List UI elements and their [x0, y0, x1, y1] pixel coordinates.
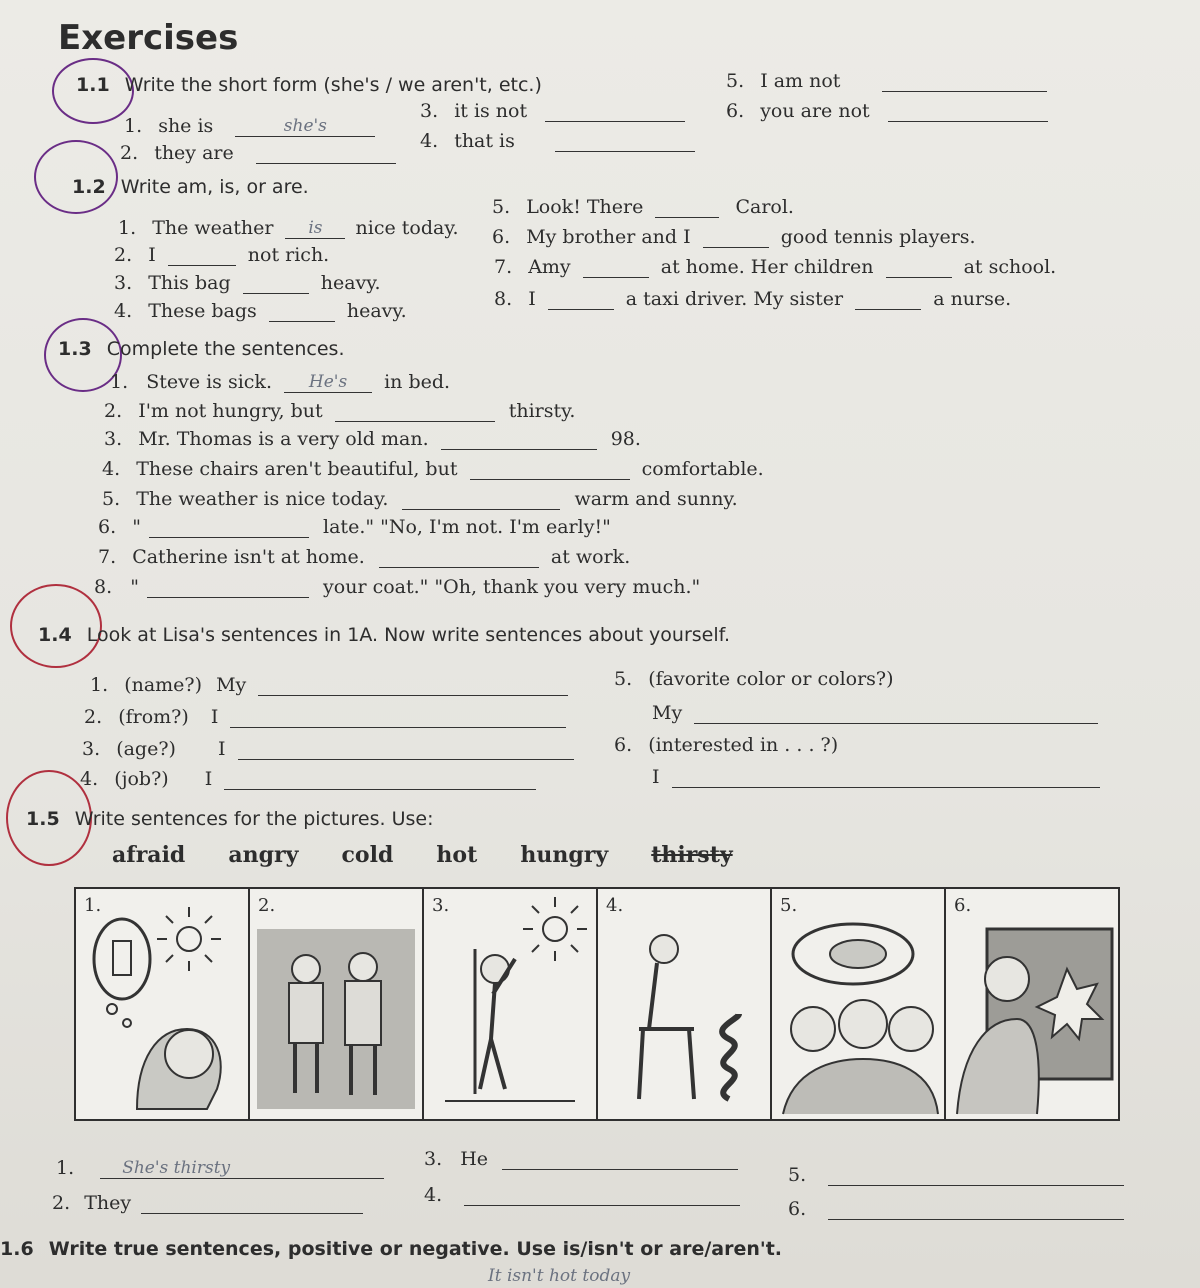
- word-angry: angry: [228, 842, 299, 868]
- word-thirsty-crossed: thirsty: [651, 842, 733, 868]
- ex-1-5-answer-2: 2. They: [52, 1192, 363, 1214]
- hungry-people-drawing: [772, 889, 944, 1119]
- answer-blank[interactable]: [886, 277, 952, 278]
- answer-blank[interactable]: [828, 1185, 1124, 1186]
- answer-blank[interactable]: [545, 121, 685, 122]
- answer-blank[interactable]: [470, 479, 630, 480]
- ex-1-4-item-5: 5. (favorite color or colors?): [614, 668, 894, 690]
- cold-couple-drawing: [250, 889, 422, 1119]
- ex-1-2-item-7: 7. Amy at home. Her children at school.: [494, 256, 1057, 278]
- ex-1-5-answer-4: 4.: [424, 1184, 740, 1206]
- ex-1-1-item-1: 1. she is she's: [124, 114, 375, 137]
- section-number: 1.1: [76, 74, 110, 96]
- ex-1-4-item-6-answer: I: [652, 766, 1100, 788]
- answer-blank[interactable]: He's: [284, 370, 372, 393]
- ex-1-5-answer-5: 5.: [788, 1164, 1124, 1186]
- ex-1-5-answer-6: 6.: [788, 1198, 1124, 1220]
- answer-blank[interactable]: [441, 449, 597, 450]
- picture-5-hungry: 5.: [772, 889, 946, 1119]
- answer-blank[interactable]: [147, 597, 309, 598]
- page-title: Exercises: [58, 18, 239, 58]
- ex-1-3-item-4: 4. These chairs aren't beautiful, but comfortable.: [102, 458, 764, 480]
- ex-1-4-item-6: 6. (interested in . . . ?): [614, 734, 839, 756]
- afraid-man-snake-drawing: [598, 889, 770, 1119]
- answer-blank[interactable]: [243, 293, 309, 294]
- ex-1-2-item-1: 1. The weather is nice today.: [118, 217, 459, 239]
- word-hot: hot: [436, 842, 478, 868]
- answer-blank[interactable]: [694, 723, 1098, 724]
- ex-1-5-answer-3: 3. He: [424, 1148, 738, 1170]
- ex-1-3-item-3: 3. Mr. Thomas is a very old man. 98.: [104, 428, 641, 450]
- ex-1-1-item-3: 3. it is not: [420, 100, 685, 122]
- ex-1-1-item-4: 4. that is: [420, 130, 695, 152]
- section-1-4-header: 1.4 Look at Lisa's sentences in 1A. Now write sentences about yourself.: [38, 624, 730, 646]
- answer-blank[interactable]: [703, 247, 769, 248]
- ex-1-4-item-5-answer: My: [652, 702, 1098, 724]
- answer-blank[interactable]: she's: [235, 114, 375, 137]
- ex-1-4-item-1: 1. (name?) My: [90, 674, 568, 696]
- ex-1-1-item-2: 2. they are: [120, 142, 396, 164]
- ex-1-1-item-6: 6. you are not: [726, 100, 1048, 122]
- word-box: [112, 842, 771, 868]
- answer-blank[interactable]: [655, 217, 719, 218]
- answer-blank[interactable]: [828, 1219, 1124, 1220]
- ex-1-2-item-8: 8. I a taxi driver. My sister a nurse.: [494, 288, 1012, 310]
- ex-1-5-answer-1: 1. She's thirsty: [56, 1156, 384, 1179]
- answer-blank[interactable]: [583, 277, 649, 278]
- word-hungry: hungry: [520, 842, 609, 868]
- thirsty-woman-drawing: [76, 889, 248, 1119]
- answer-blank[interactable]: [379, 567, 539, 568]
- ex-1-4-item-2: 2. (from?) I: [84, 706, 566, 728]
- answer-blank[interactable]: [256, 163, 396, 164]
- ex-1-3-item-5: 5. The weather is nice today. warm and sunny.: [102, 488, 738, 510]
- hot-man-drawing: [424, 889, 596, 1119]
- ex-1-2-item-6: 6. My brother and I good tennis players.: [492, 226, 976, 248]
- ex-1-3-item-7: 7. Catherine isn't at home. at work.: [98, 546, 631, 568]
- answer-blank[interactable]: [555, 151, 695, 152]
- ex-1-2-item-3: 3. This bag heavy.: [114, 272, 381, 294]
- answer-blank[interactable]: She's thirsty: [100, 1156, 384, 1179]
- answer-blank[interactable]: [502, 1169, 738, 1170]
- picture-6-angry: 6.: [946, 889, 1118, 1119]
- section-1-2-header: 1.2 Write am, is, or are.: [72, 176, 309, 198]
- ex-1-3-item-8: 8. " your coat." "Oh, thank you very much.": [94, 576, 701, 598]
- section-instruction: Write the short form (she's / we aren't, etc.): [124, 74, 542, 96]
- picture-3-hot: 3.: [424, 889, 598, 1119]
- picture-1-thirsty: 1.: [76, 889, 250, 1119]
- answer-blank[interactable]: [224, 789, 536, 790]
- picture-4-afraid: 4.: [598, 889, 772, 1119]
- answer-blank[interactable]: [464, 1205, 740, 1206]
- answer-blank[interactable]: [882, 91, 1047, 92]
- picture-strip: [74, 887, 1120, 1121]
- answer-blank[interactable]: [888, 121, 1048, 122]
- word-cold: cold: [341, 842, 394, 868]
- ex-1-4-item-4: 4. (job?) I: [80, 768, 536, 790]
- word-afraid: afraid: [112, 842, 186, 868]
- answer-blank[interactable]: is: [285, 216, 345, 239]
- picture-2-cold: 2.: [250, 889, 424, 1119]
- answer-blank[interactable]: [258, 695, 568, 696]
- ex-1-3-item-1: 1. Steve is sick. He's in bed.: [110, 371, 451, 393]
- answer-blank[interactable]: [168, 265, 236, 266]
- answer-blank[interactable]: [141, 1213, 363, 1214]
- answer-blank[interactable]: [402, 509, 560, 510]
- angry-woman-window-drawing: [946, 889, 1118, 1119]
- answer-blank[interactable]: [238, 759, 574, 760]
- answer-blank[interactable]: [335, 421, 495, 422]
- answer-blank[interactable]: [672, 787, 1100, 788]
- answer-blank[interactable]: [855, 309, 921, 310]
- ex-1-1-item-5: 5. I am not: [726, 70, 1047, 92]
- answer-blank[interactable]: [230, 727, 566, 728]
- ex-1-3-item-2: 2. I'm not hungry, but thirsty.: [104, 400, 576, 422]
- answer-blank[interactable]: [548, 309, 614, 310]
- ex-1-6-handwritten-hint: It isn't hot today: [488, 1266, 631, 1286]
- answer-blank[interactable]: [269, 321, 335, 322]
- section-1-6-header: 1.6 Write true sentences, positive or negative. Use is/isn't or are/aren't.: [0, 1238, 783, 1260]
- answer-blank[interactable]: [149, 537, 309, 538]
- ex-1-3-item-6: 6. " late." "No, I'm not. I'm early!": [98, 516, 611, 538]
- section-1-3-header: 1.3 Complete the sentences.: [58, 338, 345, 360]
- section-1-1-header: [76, 74, 542, 96]
- section-1-5-header: 1.5 Write sentences for the pictures. Use:: [26, 808, 434, 830]
- ex-1-2-item-5: 5. Look! There Carol.: [492, 196, 794, 218]
- ex-1-2-item-4: 4. These bags heavy.: [114, 300, 407, 322]
- ex-1-4-item-3: 3. (age?) I: [82, 738, 574, 760]
- ex-1-2-item-2: 2. I not rich.: [114, 244, 330, 266]
